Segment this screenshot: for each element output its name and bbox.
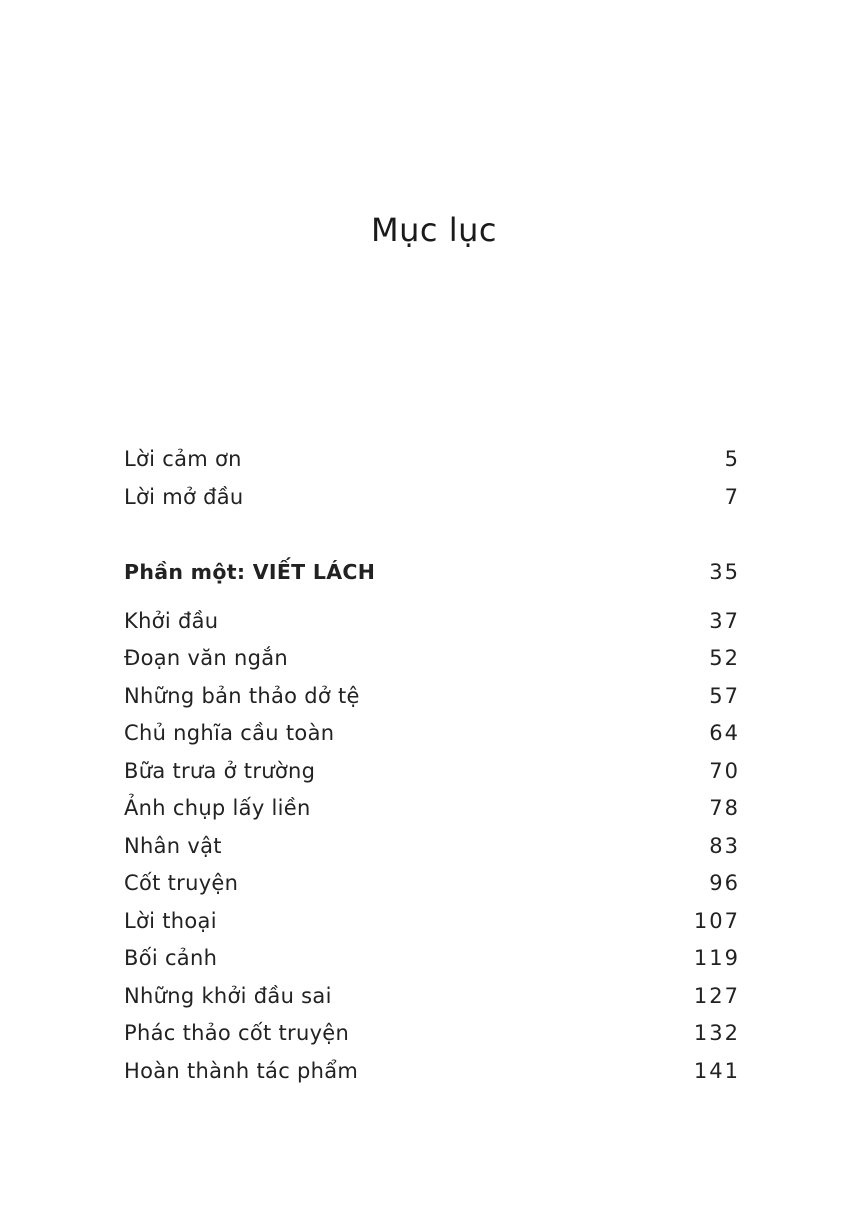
toc-entry-chapter[interactable] xyxy=(124,1018,740,1048)
toc-entry-chapter[interactable] xyxy=(124,831,740,861)
toc-entry-page: 5 xyxy=(724,447,740,471)
toc-entry-label: Những khởi đầu sai xyxy=(124,984,332,1008)
toc-entry-page: 70 xyxy=(709,759,740,783)
toc-entry-label: Phác thảo cốt truyện xyxy=(124,1021,350,1045)
toc-part-label: Phần một: VIẾT LÁCH xyxy=(124,560,376,584)
toc-entry-label: Hoàn thành tác phẩm xyxy=(124,1059,359,1083)
toc-part-one-heading[interactable] xyxy=(124,557,740,587)
toc-entry-page: 127 xyxy=(693,984,740,1008)
toc-entry-page: 96 xyxy=(709,871,740,895)
toc-entry-chapter[interactable] xyxy=(124,756,740,786)
toc-entry-chapter[interactable] xyxy=(124,793,740,823)
toc-entry-label: Bối cảnh xyxy=(124,946,218,970)
toc-entry-page: 57 xyxy=(709,684,740,708)
toc-entry-label: Bữa trưa ở trường xyxy=(124,759,316,783)
toc-entry-chapter[interactable] xyxy=(124,606,740,636)
toc-entry-chapter[interactable] xyxy=(124,868,740,898)
toc-entry-label: Khởi đầu xyxy=(124,609,219,633)
toc-entry-label: Chủ nghĩa cầu toàn xyxy=(124,721,335,745)
toc-entry-page: 37 xyxy=(709,609,740,633)
toc-entry-page: 78 xyxy=(709,796,740,820)
toc-part-page: 35 xyxy=(709,560,740,584)
toc-entry-chapter[interactable] xyxy=(124,681,740,711)
toc-entry-page: 107 xyxy=(693,909,740,933)
toc-entry-page: 83 xyxy=(709,834,740,858)
toc-entry-label: Nhân vật xyxy=(124,834,222,858)
toc-entry-chapter[interactable] xyxy=(124,943,740,973)
toc-entry-chapter[interactable] xyxy=(124,981,740,1011)
toc-entry-chapter[interactable] xyxy=(124,906,740,936)
page-title: Mục lục xyxy=(371,211,497,249)
toc-entry-label: Đoạn văn ngắn xyxy=(124,646,288,670)
toc-entry-label: Lời mở đầu xyxy=(124,485,244,509)
toc-entry-page: 7 xyxy=(724,485,740,509)
toc-entry-label: Lời thoại xyxy=(124,909,217,933)
toc-entry-page: 119 xyxy=(693,946,740,970)
toc-entry-introduction[interactable] xyxy=(124,482,740,512)
toc-entry-chapter[interactable] xyxy=(124,1056,740,1086)
toc-entry-page: 132 xyxy=(693,1021,740,1045)
toc-entry-page: 64 xyxy=(709,721,740,745)
toc-entry-label: Lời cảm ơn xyxy=(124,447,242,471)
toc-entry-chapter[interactable] xyxy=(124,718,740,748)
toc-entry-acknowledgements[interactable] xyxy=(124,444,740,474)
toc-entry-label: Ảnh chụp lấy liền xyxy=(124,796,311,820)
toc-entry-chapter[interactable] xyxy=(124,643,740,673)
toc-entry-page: 141 xyxy=(693,1059,740,1083)
toc-entry-page: 52 xyxy=(709,646,740,670)
toc-entry-label: Những bản thảo dở tệ xyxy=(124,684,360,708)
toc-entry-label: Cốt truyện xyxy=(124,871,239,895)
